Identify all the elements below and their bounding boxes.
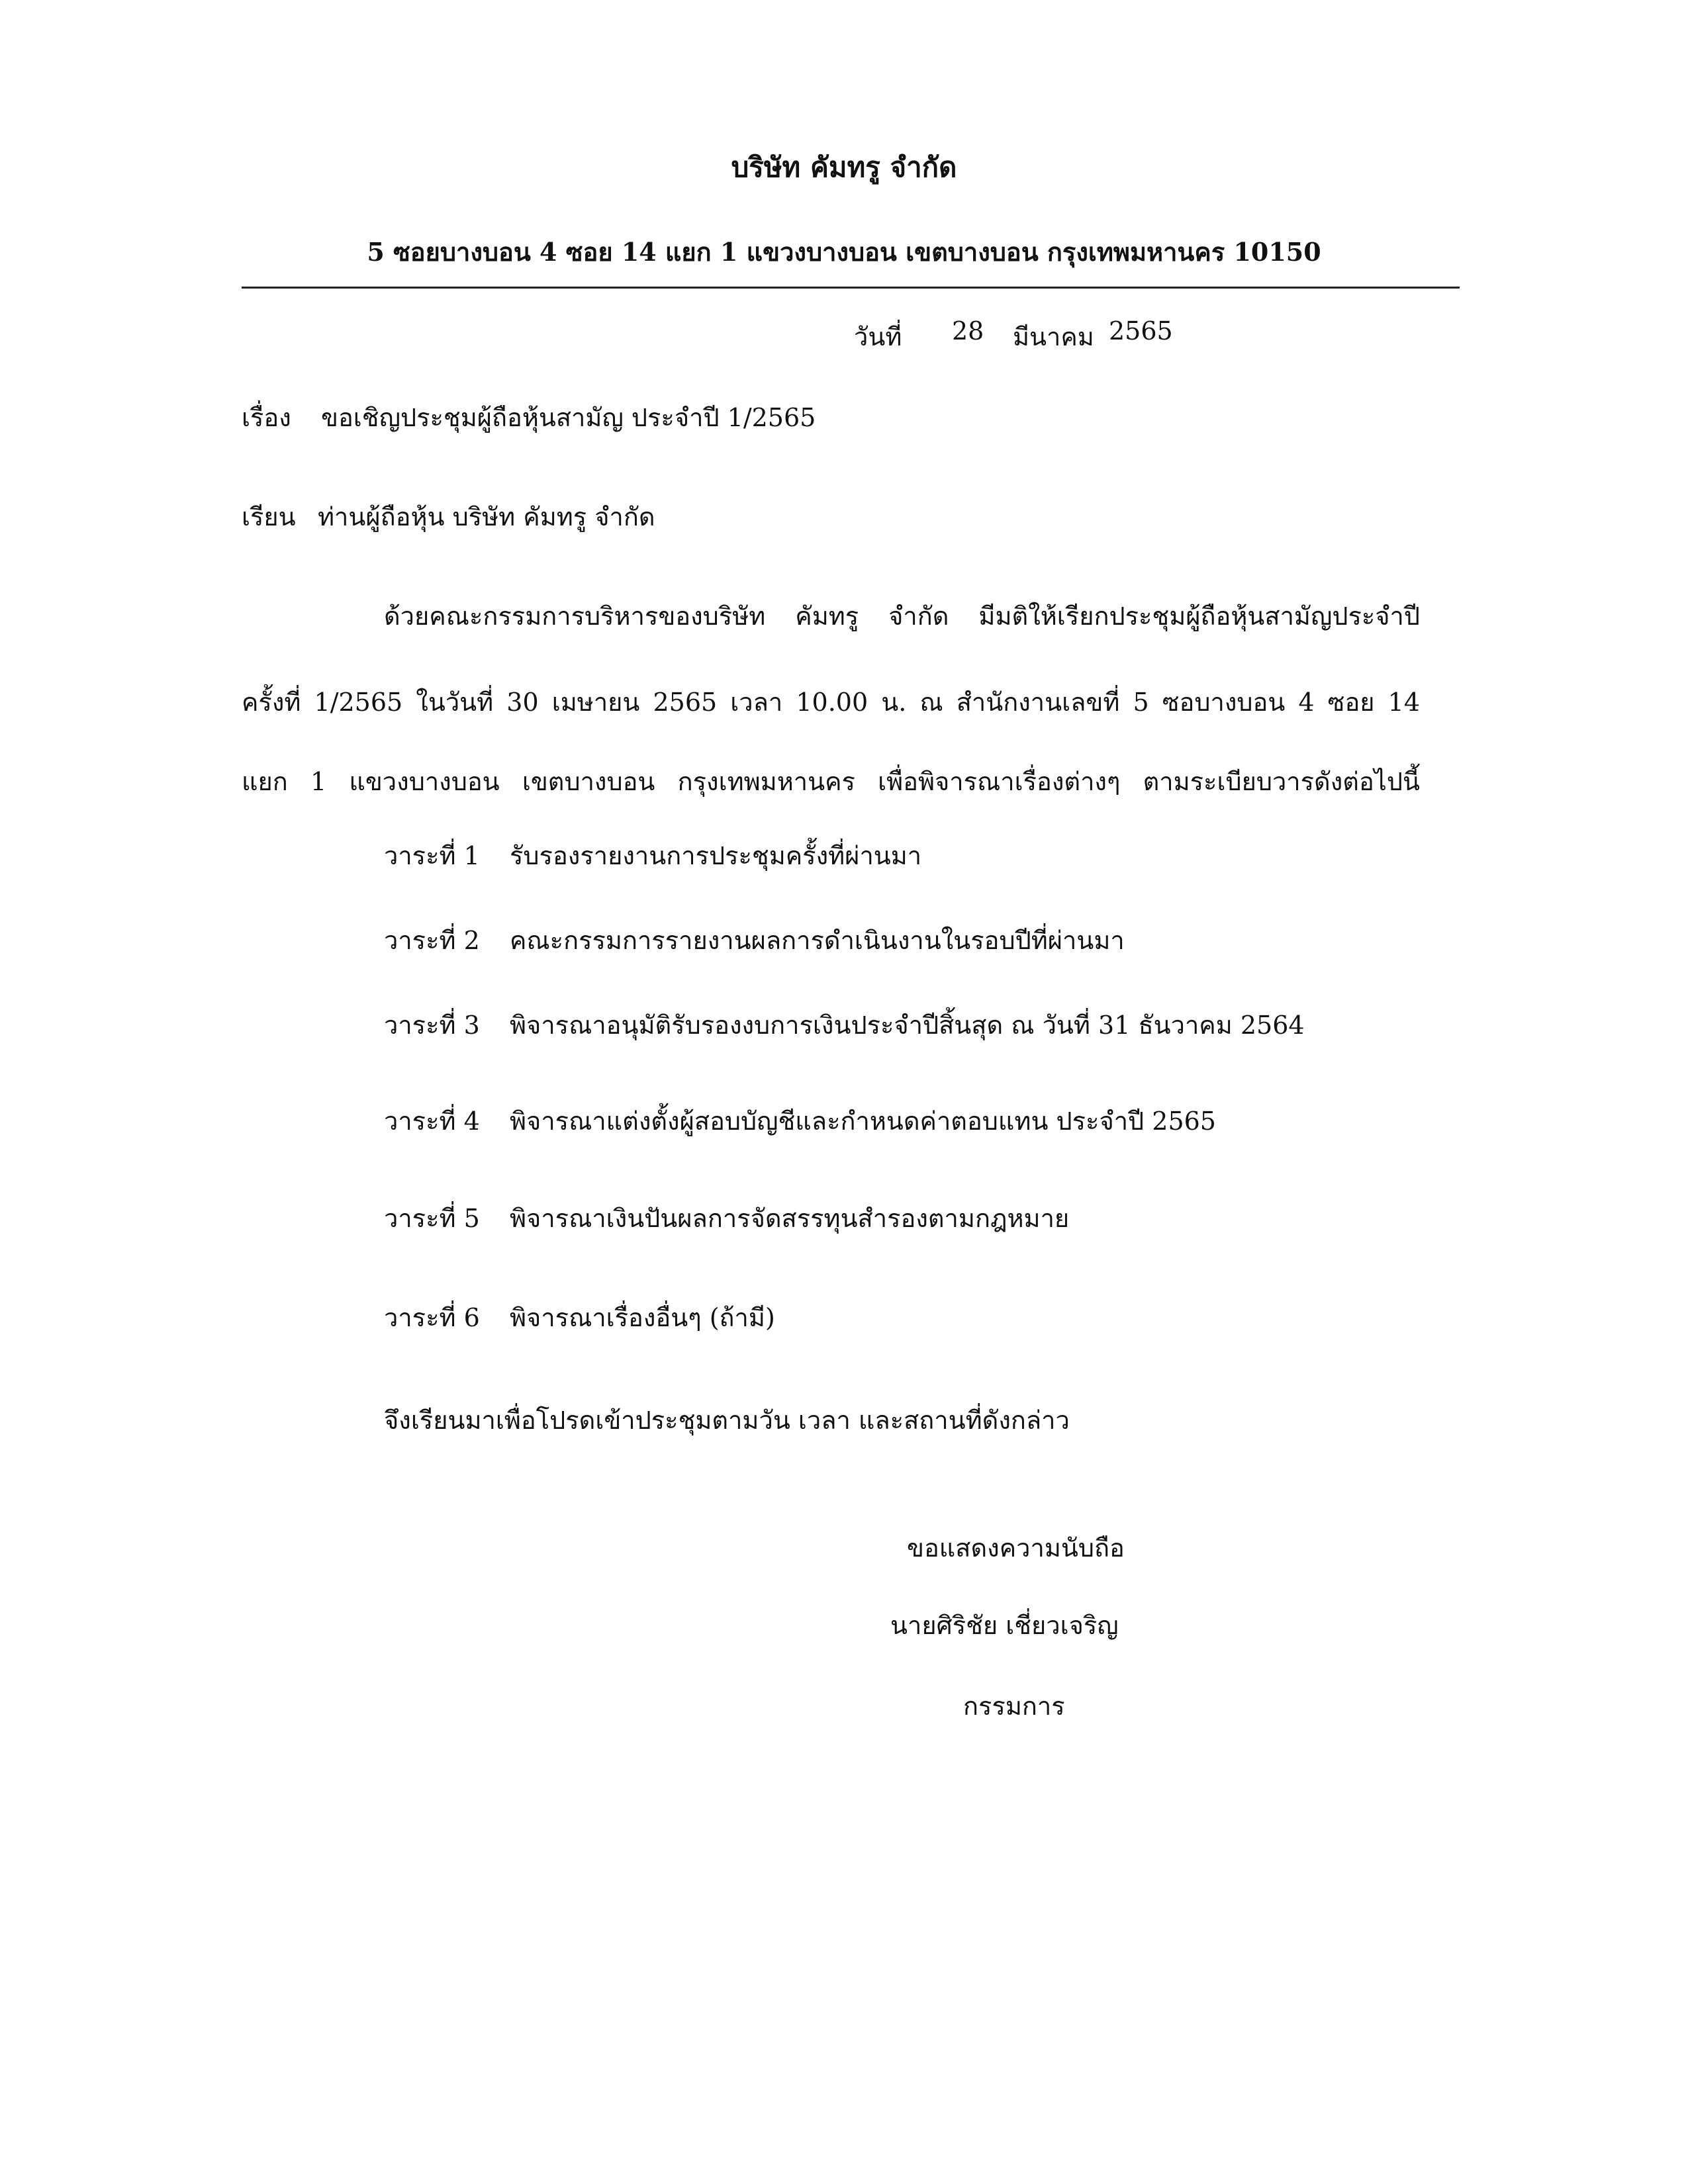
- company-name: บริษัท คัมทรู จำกัด: [731, 151, 957, 183]
- recipient-text: ท่านผู้ถือหุ้น บริษัท คัมทรู จำกัด: [318, 502, 655, 531]
- agenda-text-5: พิจารณาเงินปันผลการจัดสรรทุนสำรองตามกฎหมาย: [510, 1204, 1070, 1233]
- agenda-text-6: พิจารณาเรื่องอื่นๆ (ถ้ามี): [510, 1303, 775, 1332]
- recipient-label: เรียน: [242, 502, 296, 531]
- agenda-label-4: วาระที่ 4: [384, 1107, 480, 1136]
- agenda-text-3: พิจารณาอนุมัติรับรองงบการเงินประจำปีสิ้นสุด ณ วันที่ 31 ธันวาคม 2564: [510, 1011, 1305, 1040]
- signoff: ขอแสดงความนับถือ: [907, 1533, 1125, 1563]
- date-day: 28: [952, 316, 984, 345]
- agenda-text-1: รับรองรายงานการประชุมครั้งที่ผ่านมา: [510, 841, 922, 870]
- subject-text: ขอเชิญประชุมผู้ถือหุ้นสามัญ ประจำปี 1/2565: [321, 403, 816, 432]
- agenda-label-5: วาระที่ 5: [384, 1204, 480, 1233]
- closing-line: จึงเรียนมาเพื่อโปรดเข้าประชุมตามวัน เวลา และสถานที่ดังกล่าว: [384, 1406, 1070, 1435]
- body-paragraph-line-3: แยก 1 แขวงบางบอน เขตบางบอน กรุงเทพมหานคร เพื่อพิจารณาเรื่องต่างๆ ตามระเบียบวารดังต่อไปนี้: [242, 767, 1420, 796]
- agenda-label-6: วาระที่ 6: [384, 1303, 480, 1332]
- date-label: วันที่: [854, 322, 902, 351]
- agenda-text-2: คณะกรรมการรายงานผลการดำเนินงานในรอบปีที่ผ่านมา: [510, 926, 1125, 955]
- date-year: 2565: [1109, 316, 1173, 345]
- header-divider: [242, 287, 1460, 289]
- body-paragraph-line-2: ครั้งที่ 1/2565 ในวันที่ 30 เมษายน 2565 เวลา 10.00 น. ณ สำนักงานเลขที่ 5 ซอบางบอน 4 ซอย 14: [242, 688, 1420, 717]
- date-month: มีนาคม: [1013, 322, 1094, 351]
- agenda-label-2: วาระที่ 2: [384, 926, 480, 955]
- agenda-text-4: พิจารณาแต่งตั้งผู้สอบบัญชีและกำหนดค่าตอบแทน ประจำปี 2565: [510, 1107, 1216, 1136]
- signer-title: กรรมการ: [963, 1692, 1065, 1721]
- signer-name: นายศิริชัย เชี่ยวเจริญ: [890, 1611, 1119, 1640]
- agenda-label-3: วาระที่ 3: [384, 1011, 480, 1040]
- agenda-label-1: วาระที่ 1: [384, 841, 480, 870]
- company-address: 5 ซอยบางบอน 4 ซอย 14 แยก 1 แขวงบางบอน เขตบางบอน กรุงเทพมหานคร 10150: [367, 237, 1321, 267]
- body-paragraph-line-1: ด้วยคณะกรรมการบริหารของบริษัท คัมทรู จำกัด มีมติให้เรียกประชุมผู้ถือหุ้นสามัญประจำปี: [384, 602, 1420, 631]
- subject-label: เรื่อง: [242, 403, 291, 432]
